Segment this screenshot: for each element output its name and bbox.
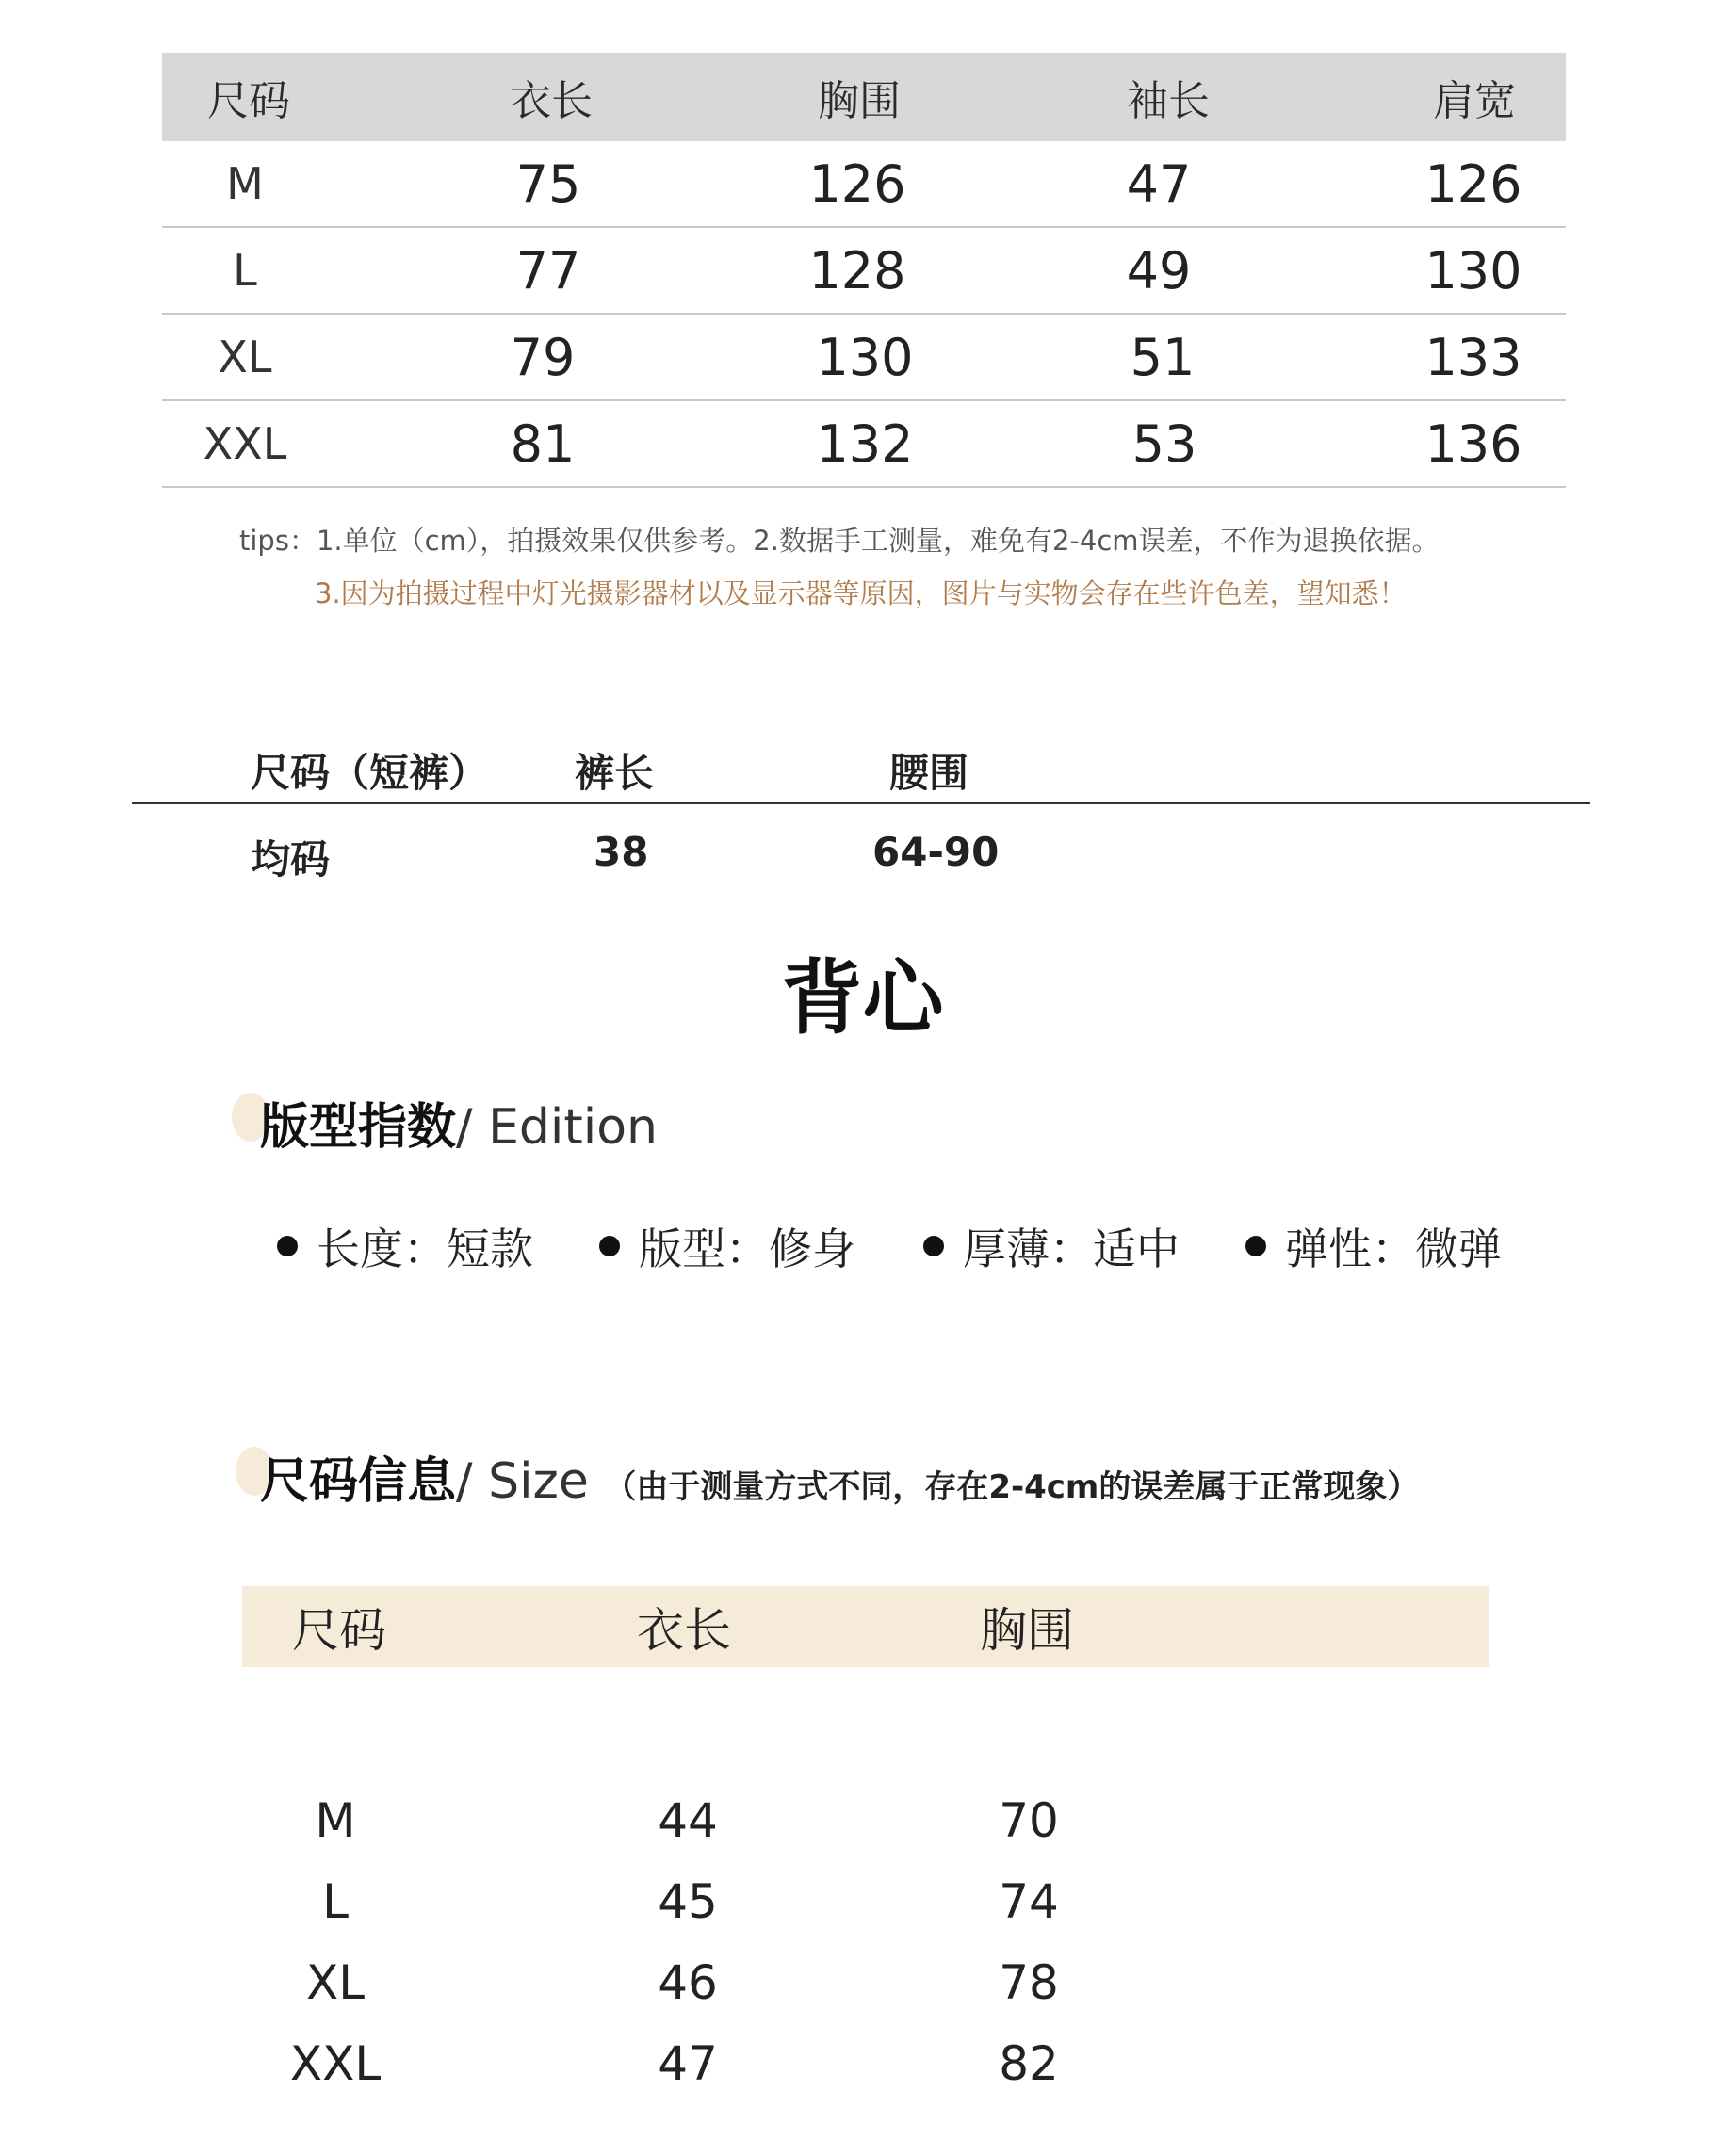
feature-text: 厚薄：适中 bbox=[963, 1224, 1180, 1274]
tips-line-2: 3.因为拍摄过程中灯光摄影器材以及显示器等原因，图片与实物会存在些许色差，望知悉！ bbox=[315, 577, 1407, 609]
bullet-dot-icon bbox=[277, 1236, 298, 1256]
size-info-note: （由于测量方式不同，存在2-4cm的误差属于正常现象） bbox=[604, 1468, 1420, 1506]
bullet-dot-icon bbox=[599, 1236, 620, 1256]
vest-cell-chest: 70 bbox=[999, 1793, 1059, 1848]
cell-sleeve: 49 bbox=[1126, 240, 1192, 300]
table-row bbox=[162, 228, 1566, 315]
feature-text: 版型：修身 bbox=[639, 1224, 855, 1274]
shorts-header-length: 裤长 bbox=[575, 750, 655, 796]
cell-size: M bbox=[226, 158, 264, 209]
shorts-cell-length: 38 bbox=[594, 829, 649, 875]
cell-chest: 126 bbox=[808, 154, 906, 214]
top-table-header bbox=[162, 53, 1566, 141]
cell-size: L bbox=[233, 245, 257, 296]
feature-text: 长度：短款 bbox=[317, 1224, 533, 1274]
feature-item bbox=[599, 1215, 855, 1277]
cell-sleeve: 47 bbox=[1126, 154, 1192, 214]
shorts-cell-waist: 64-90 bbox=[872, 829, 1000, 875]
cell-shoulder: 133 bbox=[1424, 327, 1522, 387]
vest-header-size: 尺码 bbox=[292, 1603, 386, 1658]
cell-length: 81 bbox=[510, 413, 576, 474]
vest-cell-size: XXL bbox=[289, 2036, 382, 2091]
vest-cell-size: XL bbox=[305, 1955, 366, 2010]
size-info-title-en: / Size bbox=[456, 1453, 589, 1510]
edition-title-cn: 版型指数 bbox=[260, 1099, 457, 1156]
cell-size: XXL bbox=[203, 418, 287, 469]
header-shoulder: 肩宽 bbox=[1433, 77, 1516, 125]
vest-cell-size: L bbox=[322, 1874, 349, 1929]
feature-item bbox=[1245, 1215, 1502, 1277]
cell-length: 77 bbox=[515, 240, 581, 300]
header-sleeve: 袖长 bbox=[1127, 77, 1210, 125]
vest-cell-length: 46 bbox=[658, 1955, 718, 2010]
vest-cell-size: M bbox=[315, 1793, 356, 1848]
header-length: 衣长 bbox=[510, 77, 593, 125]
header-chest: 胸围 bbox=[818, 77, 901, 125]
cell-length: 75 bbox=[515, 154, 581, 214]
bullet-dot-icon bbox=[923, 1236, 944, 1256]
tips-line-1: tips：1.单位（cm），拍摄效果仅供参考。2.数据手工测量，难免有2-4cm误差，不作为退换依据。 bbox=[239, 525, 1440, 557]
cell-shoulder: 136 bbox=[1424, 413, 1522, 474]
shorts-cell-size: 均码 bbox=[251, 836, 331, 883]
vest-cell-length: 47 bbox=[658, 2036, 718, 2091]
section-title: 背心 bbox=[781, 951, 944, 1046]
vest-cell-length: 45 bbox=[658, 1874, 718, 1929]
vest-cell-chest: 74 bbox=[999, 1874, 1059, 1929]
shorts-header-waist: 腰围 bbox=[889, 750, 969, 796]
table-row bbox=[162, 401, 1566, 488]
vest-header-length: 衣长 bbox=[637, 1603, 731, 1658]
size-info-title-cn: 尺码信息 bbox=[260, 1453, 457, 1510]
header-size: 尺码 bbox=[207, 77, 290, 125]
cell-shoulder: 130 bbox=[1424, 240, 1522, 300]
vest-cell-chest: 82 bbox=[999, 2036, 1059, 2091]
edition-heading bbox=[260, 1087, 658, 1158]
top-size-table bbox=[162, 53, 1566, 488]
cell-chest: 130 bbox=[816, 327, 914, 387]
feature-text: 弹性：微弹 bbox=[1285, 1224, 1502, 1274]
vest-table-header bbox=[242, 1586, 1489, 1667]
vest-cell-chest: 78 bbox=[999, 1955, 1059, 2010]
shorts-divider bbox=[132, 802, 1590, 804]
cell-chest: 128 bbox=[808, 240, 906, 300]
edition-title-en: / Edition bbox=[456, 1099, 658, 1156]
feature-item bbox=[923, 1215, 1180, 1277]
cell-sleeve: 53 bbox=[1131, 413, 1197, 474]
shorts-header-size: 尺码（短裤） bbox=[251, 750, 489, 796]
cell-sleeve: 51 bbox=[1130, 327, 1196, 387]
bullet-dot-icon bbox=[1245, 1236, 1266, 1256]
vest-cell-length: 44 bbox=[658, 1793, 718, 1848]
cell-chest: 132 bbox=[816, 413, 914, 474]
cell-size: XL bbox=[218, 332, 272, 382]
size-info-heading bbox=[260, 1441, 1419, 1512]
feature-item bbox=[277, 1215, 533, 1277]
table-row bbox=[162, 141, 1566, 228]
cell-length: 79 bbox=[510, 327, 576, 387]
table-row bbox=[162, 315, 1566, 401]
cell-shoulder: 126 bbox=[1424, 154, 1522, 214]
vest-header-chest: 胸围 bbox=[980, 1603, 1074, 1658]
